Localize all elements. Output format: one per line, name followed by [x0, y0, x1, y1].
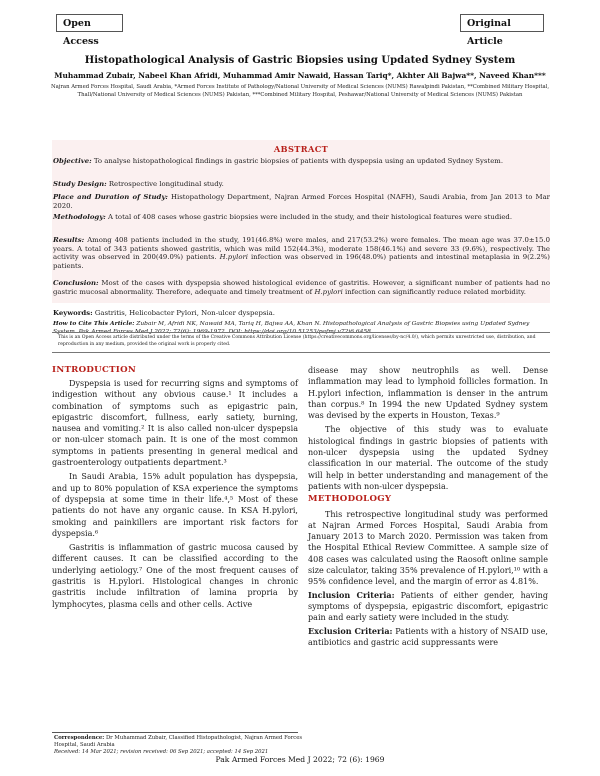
page-footer: Pak Armed Forces Med J 2022; 72 (6): 1969: [215, 755, 385, 764]
correspondence-divider: [52, 732, 298, 733]
design-text: Retrospective longitudinal study.: [108, 180, 224, 188]
introduction-heading: INTRODUCTION: [52, 365, 137, 375]
objective-label: Objective:: [53, 157, 92, 165]
design-label: Study Design:: [53, 180, 107, 188]
abstract-results: [53, 236, 550, 271]
results-label: Results:: [53, 236, 85, 244]
original-article-tag: Original Article: [460, 14, 544, 32]
affiliations: Najran Armed Forces Hospital, Saudi Arabia, *Armed Forces Institute of Pathology/National University of Medical Sciences (NUMS) Rawalpindi Pakistan, **Combined Military Hospital, Thall/National University of Medical Sciences (NUMS) Pakistan, ***Combined Military Hospital, Peshawar/National University of Medical Sciences (NUMS) Pakistan: [50, 84, 550, 98]
exclusion-criteria: [308, 626, 548, 649]
correspondence-label: Correspondence:: [54, 735, 105, 741]
correspondence-text: Dr Muhammad Zubair, Classified Histopathologist, Najran Armed Forces Hospital, Saudi Arabia: [54, 735, 303, 749]
divider-bottom: [52, 352, 550, 353]
left-column: [52, 378, 298, 610]
intro-paragraph-1: Dyspepsia is used for recurring signs and symptoms of indigestion without any obvious cause.¹ It includes a combination of symptoms such as epigastric pain, epigastric discomfort, fullness, early satiety, burning, nausea and vomiting.² It is also called non-ulcer dyspepsia or non-ulcer stomach pain. It is one of the most common symptoms in patients presenting in general medical and gastroenterology outpatients department.³: [52, 379, 298, 468]
exclusion-label: Exclusion Criteria:: [308, 625, 393, 636]
abstract-methodology: [53, 213, 550, 222]
correspondence: [54, 735, 304, 757]
cite-label: How to Cite This Article:: [53, 320, 135, 327]
abstract-conclusion: [53, 279, 550, 296]
conclusion-label: Conclusion:: [53, 279, 99, 287]
place-text: Histopathology Department, Najran Armed Forces Hospital (NAFH), Saudi Arabia, from Jan 2013 to Mar 2020.: [53, 193, 550, 210]
results-hpylori: H.pylori: [219, 253, 248, 262]
exclusion-text: Patients with a history of NSAID use, antibiotics and gastric acid suppressants were: [308, 626, 548, 647]
article-title: Histopathological Analysis of Gastric Biopsies using Updated Sydney System: [84, 55, 516, 66]
keywords-label: Keywords:: [53, 309, 93, 317]
abstract-heading: ABSTRACT: [273, 144, 329, 154]
right-column: [308, 365, 548, 648]
correspondence-dates: Received: 14 Mar 2021; revision received: 06 Sep 2021; accepted: 14 Sep 2021: [54, 749, 269, 756]
divider-top: [52, 332, 550, 333]
right-paragraph-3: This retrospective longitudinal study was performed at Najran Armed Forces Hospital, Saudi Arabia from January 2013 to March 2020. Permission was taken from the Hospital Ethical Review Committee. A sample size of 408 cases was calculated using the Raosoft online sample size calculator, taking 35% prevalence of H.pylori,¹⁰ with a 95% confidence level, and the margin of error as 4.81%.: [308, 509, 548, 587]
objective-text: To analyse histopathological findings in gastric biopsies of patients with dyspepsia using an updated Sydney System.: [93, 157, 504, 165]
intro-paragraph-2: In Saudi Arabia, 15% adult population has dyspepsia, and up to 80% population of KSA experience the symptoms of dyspepsia at some time in their life.⁴,⁵ Most of these patients do not have any organic cause. In KSA H.pylori, smoking and painkillers are important risk factors for dyspepsia.⁶: [52, 472, 298, 538]
inclusion-label: Inclusion Criteria:: [308, 589, 395, 600]
cite-doi[interactable]: DOI: https://doi.org/10.51253/pafmj.v72i6.6458: [228, 329, 371, 336]
abstract-design: [53, 180, 550, 189]
open-access-tag: Open Access: [56, 14, 123, 32]
abstract-place: [53, 193, 550, 210]
cite-text: Zubair M, Afridi NK, Nawaid MA, Tariq H, Bajwa AA, Khan N. Histopathological Analysis of Gastric Biopsies using Updated Sydney System. Pak Armed Forces Med J 2022; 72(6): 1969-1972.: [53, 321, 530, 336]
methodology-label: Methodology:: [53, 213, 106, 221]
methodology-text: A total of 408 cases whose gastric biopsies were included in the study, and their histological features were studied.: [108, 213, 513, 221]
conclusion-text-1: Most of the cases with dyspepsia showed histological evidence of gastritis. However, a significant number of patients had no gastric mucosal abnormality. Therefore, adequate and timely treatment of: [53, 279, 550, 296]
conclusion-text-2: infection can significantly reduce related morbidity.: [345, 287, 526, 296]
inclusion-text: Patients of either gender, having symptoms of dyspepsia, epigastric discomfort, epigastric pain and early satiety were included in the study.: [308, 590, 549, 623]
conclusion-hpylori: H.pylori: [314, 287, 343, 296]
place-label: Place and Duration of Study:: [53, 193, 168, 201]
author-list: Muhammad Zubair, Nabeel Khan Afridi, Muhammad Amir Nawaid, Hassan Tariq*, Akhter Ali Bajwa**, Naveed Khan***: [54, 71, 546, 80]
methodology-heading: METHODOLOGY: [308, 494, 392, 505]
inclusion-criteria: [308, 590, 548, 624]
abstract-objective: [53, 157, 550, 166]
results-text-1: Among 408 patients included in the study, 191(46.8%) were males, and 217(53.2%) were females. The mean age was 37.0±15.0 years. A total of 343 patients showed gastritis, which was mild 152(44.3%), moderate 158(46.1%) and severe 33 (9.6%), respectively. The activity was observed in 200(49.0%) patients.: [53, 236, 550, 262]
right-paragraph-2: The objective of this study was to evaluate histological findings in gastric biopsies of patients with non-ulcer dyspepsia using the updated Sydney classification in our material. The outcome of the study will help in better understanding and management of the patients with non-ulcer dyspepsia.: [308, 425, 548, 491]
results-text-2: infection was observed in 196(48.0%) patients and intestinal metaplasia in 9(2.2%) patients.: [53, 253, 550, 271]
right-paragraph-1: disease may show neutrophils as well. Dense inflammation may lead to lymphoid follicles formation. In H.pylori infection, inflammation is denser in the antrum than corpus.⁸ In 1994 the new Updated Sydney system was devised by the experts in Houston, Texas.⁹: [308, 366, 548, 421]
license-text: This is an Open Access article distributed under the terms of the Creative Commons Attribution License (https://creativecommons.org/licenses/by-nc/4.0/), which permits unrestricted use, distribution, and reproduction in any medium, provided the original work is properly cited.: [58, 335, 536, 347]
intro-paragraph-3: Gastritis is inflammation of gastric mucosa caused by different causes. It can be classified according to the underlying aetiology.⁷ One of the most frequent causes of gastritis is H.pylori. Histological changes in chronic gastritis include infiltration of lamina propria by lymphocytes, plasma cells and other cells. Active: [52, 543, 298, 609]
keywords-text: Gastritis, Helicobacter Pylori, Non-ulcer dyspepsia.: [94, 309, 275, 317]
keywords: [53, 309, 550, 318]
